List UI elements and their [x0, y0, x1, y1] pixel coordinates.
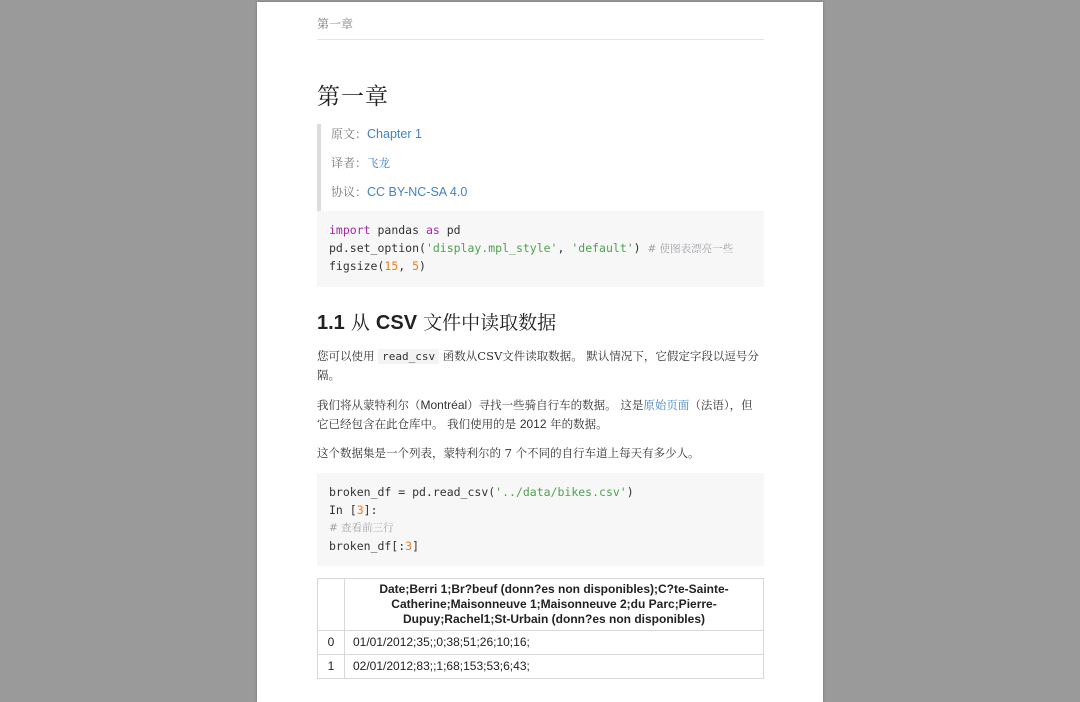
code-text: pd — [439, 223, 461, 237]
row-index: 1 — [318, 655, 345, 679]
meta-label: 译者： — [331, 156, 368, 170]
document-page — [257, 2, 823, 702]
table-row — [318, 631, 764, 655]
license-link[interactable]: CC BY-NC-SA 4.0 — [367, 185, 468, 199]
code-text: broken_df = pd.read_csv( — [329, 485, 496, 499]
para-text: 我们将从蒙特利尔（ — [317, 398, 421, 412]
row-index: 0 — [318, 631, 345, 655]
code-text: ) — [633, 240, 648, 255]
para-text: 2012 — [519, 417, 547, 431]
section-heading — [317, 308, 556, 335]
code-text: ) — [419, 259, 426, 273]
paragraph-read-csv — [317, 347, 764, 385]
para-text: 函数从CSV文件读取数据。 默认情况下，它假定字段以逗号分隔。 — [317, 349, 759, 382]
code-number: 3 — [405, 538, 413, 553]
para-text: 您可以使用 — [317, 349, 379, 363]
section-text: 文件中读取数据 — [417, 312, 557, 334]
row-value: 02/01/2012;83;;1;68;153;53;6;43; — [345, 655, 764, 679]
section-number: 1.1 — [317, 312, 345, 334]
section-csv: CSV — [375, 312, 418, 334]
code-text: In [ — [329, 502, 357, 517]
dataframe-table — [317, 578, 764, 679]
paragraph-montreal — [317, 396, 764, 434]
code-text: pd.set_option( — [329, 240, 426, 255]
meta-label: 协议： — [331, 185, 368, 199]
source-page-link[interactable]: 原始页面 — [643, 398, 690, 412]
code-keyword: as — [425, 223, 440, 237]
running-head: 第一章 — [317, 15, 764, 40]
code-string: 'display.mpl_style' — [425, 240, 558, 255]
index-header — [318, 579, 345, 631]
code-text: ] — [412, 538, 420, 553]
meta-label: 原文： — [331, 127, 368, 141]
code-text: , — [557, 240, 572, 255]
code-string: '../data/bikes.csv' — [495, 485, 627, 499]
para-text: Montréal — [420, 398, 468, 412]
code-keyword: import — [329, 223, 371, 237]
code-text: figsize( — [329, 259, 385, 273]
section-text: 从 — [344, 312, 376, 334]
chapter-title: 第一章 — [317, 84, 389, 110]
para-text: ）寻找一些骑自行车的数据。 这是 — [467, 398, 644, 412]
paragraph-dataset: 这个数据集是一个列表，蒙特利尔的 7 个不同的自行车道上每天有多少人。 — [317, 446, 700, 460]
original-link[interactable]: Chapter 1 — [367, 127, 422, 141]
code-string: 'default' — [571, 240, 634, 255]
code-text: , — [398, 259, 413, 273]
code-text: ) — [626, 485, 634, 499]
code-number: 3 — [356, 502, 364, 517]
code-block-setup — [317, 211, 764, 287]
code-comment: # 使图表漂亮一些 — [647, 242, 734, 255]
code-text: ]: — [363, 502, 378, 517]
column-header: Date;Berri 1;Br?beuf (donn?es non disponibles);C?te-Sainte-Catherine;Maisonneuve 1;Maisonneuve 2;du Parc;Pierre-Dupuy;Rachel1;St-Urbain (donn?es non disponibles) — [345, 579, 764, 631]
inline-code: read_csv — [378, 349, 439, 364]
meta-row-license — [331, 182, 771, 211]
code-text: broken_df[: — [329, 538, 406, 553]
row-value: 01/01/2012;35;;0;38;51;26;10;16; — [345, 631, 764, 655]
code-number: 5 — [412, 259, 420, 273]
meta-row-original — [331, 124, 771, 153]
code-number: 15 — [384, 259, 399, 273]
para-text: 年的数据。 — [546, 417, 608, 431]
code-comment: # 查看前三行 — [329, 522, 394, 534]
meta-row-translator — [331, 153, 771, 182]
code-block-read — [317, 473, 764, 566]
code-text: pandas — [370, 223, 426, 237]
translator-link[interactable]: 飞龙 — [367, 156, 391, 170]
metadata-blockquote — [317, 124, 771, 211]
table-header-row — [318, 579, 764, 631]
para-text: （法语），但它已经包含在此仓库中。 我们使用的是 — [317, 398, 753, 431]
table-row — [318, 655, 764, 679]
